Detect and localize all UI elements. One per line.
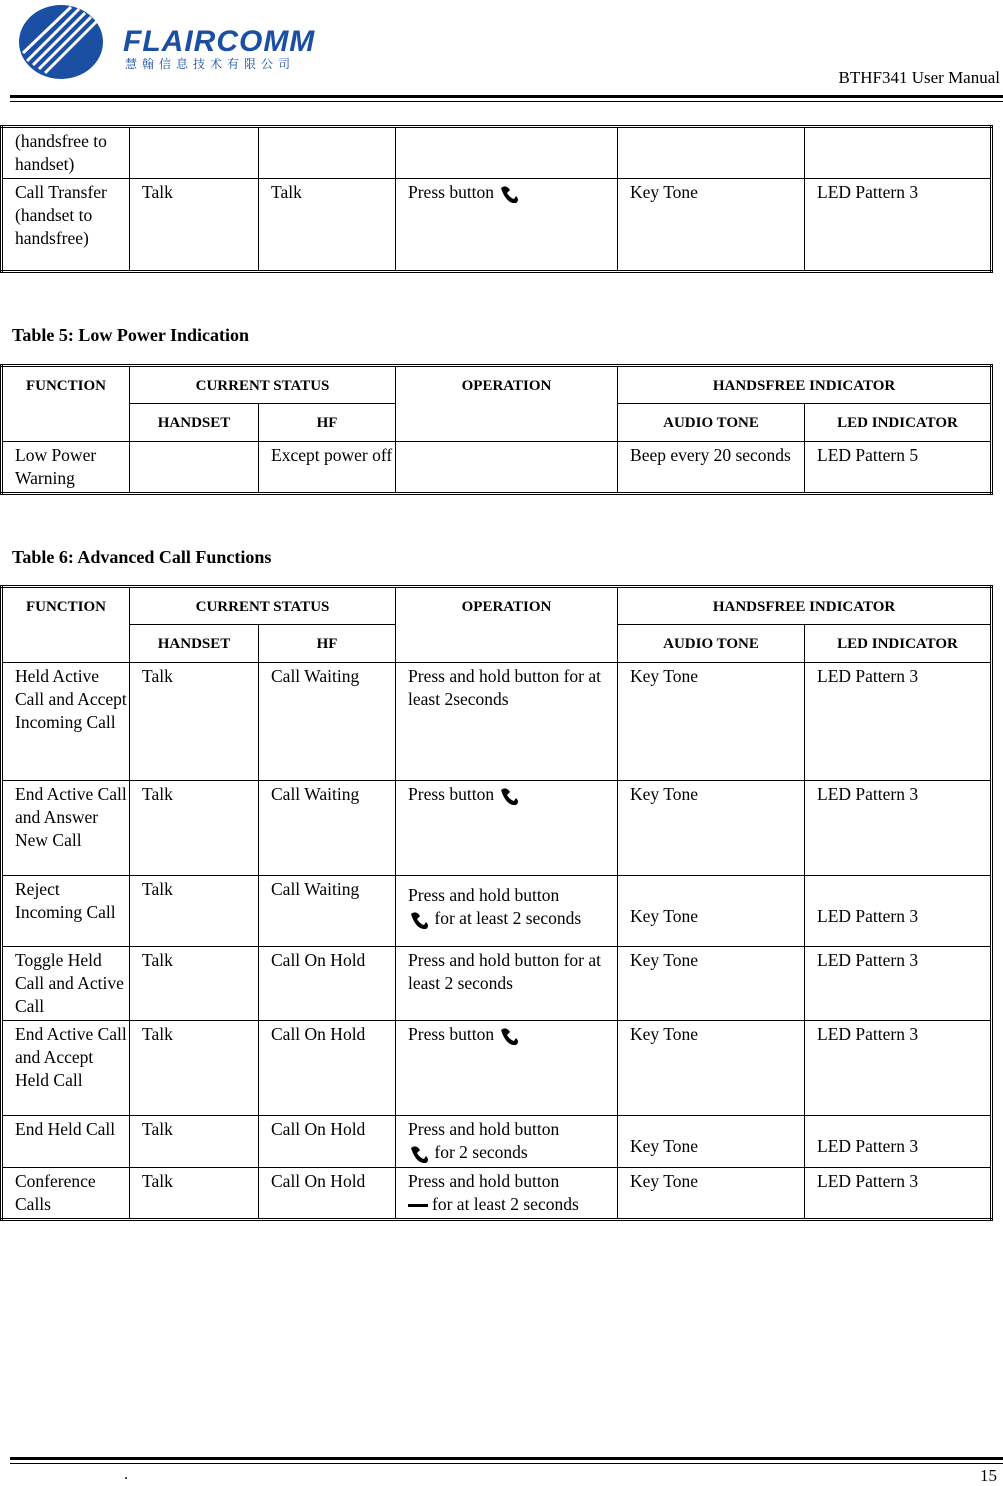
cell-led: LED Pattern 3: [805, 1116, 992, 1168]
cell-operation: [396, 1116, 618, 1168]
cell-handset: Talk: [130, 947, 259, 1021]
flaircomm-logo: [15, 3, 315, 81]
cell-function: Held Active Call and Accept Incoming Call: [2, 663, 130, 781]
cell-hf: Call On Hold: [259, 1021, 396, 1116]
footer-rule-thin: [10, 1463, 1003, 1464]
cell-handset: [130, 127, 259, 179]
header-indicator: HANDSFREE INDICATOR: [618, 366, 992, 404]
table-row: [2, 1168, 992, 1220]
cell-operation: [396, 442, 618, 494]
operation-text: Press button: [408, 182, 495, 202]
cell-operation: [396, 1168, 618, 1220]
header-led-indicator: LED INDICATOR: [805, 404, 992, 442]
header-handset: HANDSET: [130, 625, 259, 663]
header-rule: [10, 95, 1003, 98]
cell-led: LED Pattern 3: [805, 1168, 992, 1220]
cell-audio: Beep every 20 seconds: [618, 442, 805, 494]
table-row: [2, 663, 992, 781]
cell-handset: Talk: [130, 663, 259, 781]
header-hf: HF: [259, 625, 396, 663]
header-operation: OPERATION: [396, 587, 618, 663]
cell-operation: [396, 179, 618, 272]
header-function: FUNCTION: [2, 587, 130, 663]
logo-globe-icon: [15, 3, 115, 81]
cell-hf: Call On Hold: [259, 947, 396, 1021]
table-row: [2, 1116, 992, 1168]
header-current-status: CURRENT STATUS: [130, 587, 396, 625]
cell-operation: [396, 781, 618, 876]
table-row: [2, 876, 992, 947]
table-row: [2, 947, 992, 1021]
cell-function: Toggle Held Call and Active Call: [2, 947, 130, 1021]
cell-hf: Call Waiting: [259, 663, 396, 781]
cell-handset: Talk: [130, 876, 259, 947]
header-current-status: CURRENT STATUS: [130, 366, 396, 404]
operation-text: Press button: [408, 784, 495, 804]
cell-handset: Talk: [130, 1021, 259, 1116]
cell-operation: Press and hold button for at least 2 seconds: [396, 947, 618, 1021]
header-hf: HF: [259, 404, 396, 442]
cell-audio: Key Tone: [618, 1116, 805, 1168]
page-number: 15: [980, 1466, 997, 1485]
operation-text: Press and hold button: [408, 885, 560, 905]
cell-operation: [396, 876, 618, 947]
manual-title: BTHF341 User Manual: [838, 68, 1000, 87]
table6-title: Table 6: Advanced Call Functions: [12, 547, 272, 567]
cell-audio: Key Tone: [618, 947, 805, 1021]
cell-led: LED Pattern 3: [805, 876, 992, 947]
cell-function: End Active Call and Accept Held Call: [2, 1021, 130, 1116]
header-audio-tone: AUDIO TONE: [618, 625, 805, 663]
cell-handset: Talk: [130, 1168, 259, 1220]
logo-text: FLAIRCOMM: [123, 25, 316, 58]
footer-rule: [10, 1457, 1003, 1460]
header-operation: OPERATION: [396, 366, 618, 442]
cell-function: (handsfree to handset): [2, 127, 130, 179]
cell-audio: Key Tone: [618, 781, 805, 876]
phone-icon: [498, 1026, 520, 1046]
header-indicator: HANDSFREE INDICATOR: [618, 587, 992, 625]
phone-icon: [498, 184, 520, 204]
cell-function: Call Transfer (handset to handsfree): [2, 179, 130, 272]
phone-icon: [498, 786, 520, 806]
cell-audio: Key Tone: [618, 1168, 805, 1220]
cell-function: Low Power Warning: [2, 442, 130, 494]
table-row: [2, 781, 992, 876]
header-led-indicator: LED INDICATOR: [805, 625, 992, 663]
cell-handset: Talk: [130, 781, 259, 876]
cell-operation: [396, 127, 618, 179]
header-handset: HANDSET: [130, 404, 259, 442]
cell-audio: [618, 127, 805, 179]
operation-suffix: for 2 seconds: [434, 1142, 528, 1162]
operation-text: Press and hold button: [408, 1171, 560, 1191]
cell-hf: Call On Hold: [259, 1116, 396, 1168]
minus-button-icon: [408, 1204, 428, 1207]
header-function: FUNCTION: [2, 366, 130, 442]
operation-text: Press and hold button: [408, 1119, 560, 1139]
cell-operation: Press and hold button for at least 2seconds: [396, 663, 618, 781]
logo-subtitle: 慧翰信息技术有限公司: [125, 57, 296, 71]
table-row: [2, 1021, 992, 1116]
cell-audio: Key Tone: [618, 179, 805, 272]
phone-icon: [408, 1144, 430, 1164]
cell-hf: Call On Hold: [259, 1168, 396, 1220]
operation-text: Press button: [408, 1024, 495, 1044]
cell-function: End Held Call: [2, 1116, 130, 1168]
cell-hf: Call Waiting: [259, 876, 396, 947]
cell-operation: [396, 1021, 618, 1116]
cell-audio: Key Tone: [618, 1021, 805, 1116]
cell-led: LED Pattern 3: [805, 1021, 992, 1116]
cell-audio: Key Tone: [618, 663, 805, 781]
table-row: [2, 442, 992, 494]
table-advanced-call: [0, 585, 993, 1221]
cell-hf: Talk: [259, 179, 396, 272]
cell-function: Conference Calls: [2, 1168, 130, 1220]
table-continued: [0, 125, 993, 273]
cell-hf: Except power off: [259, 442, 396, 494]
cell-led: LED Pattern 3: [805, 947, 992, 1021]
operation-suffix: for at least 2 seconds: [434, 908, 582, 928]
cell-function: Reject Incoming Call: [2, 876, 130, 947]
cell-hf: Call Waiting: [259, 781, 396, 876]
cell-handset: Talk: [130, 179, 259, 272]
table5-title: Table 5: Low Power Indication: [12, 325, 250, 345]
cell-led: LED Pattern 5: [805, 442, 992, 494]
cell-led: LED Pattern 3: [805, 663, 992, 781]
cell-handset: Talk: [130, 1116, 259, 1168]
cell-handset: [130, 442, 259, 494]
cell-function: End Active Call and Answer New Call: [2, 781, 130, 876]
footer-dot: .: [124, 1466, 128, 1483]
operation-suffix: for at least 2 seconds: [432, 1194, 579, 1214]
header-rule-thin: [10, 101, 1003, 102]
header-audio-tone: AUDIO TONE: [618, 404, 805, 442]
table-row: [2, 127, 992, 179]
table-low-power: [0, 364, 993, 495]
cell-led: LED Pattern 3: [805, 179, 992, 272]
table-row: [2, 179, 992, 272]
cell-led: LED Pattern 3: [805, 781, 992, 876]
cell-audio: Key Tone: [618, 876, 805, 947]
cell-hf: [259, 127, 396, 179]
phone-icon: [408, 910, 430, 930]
cell-led: [805, 127, 992, 179]
